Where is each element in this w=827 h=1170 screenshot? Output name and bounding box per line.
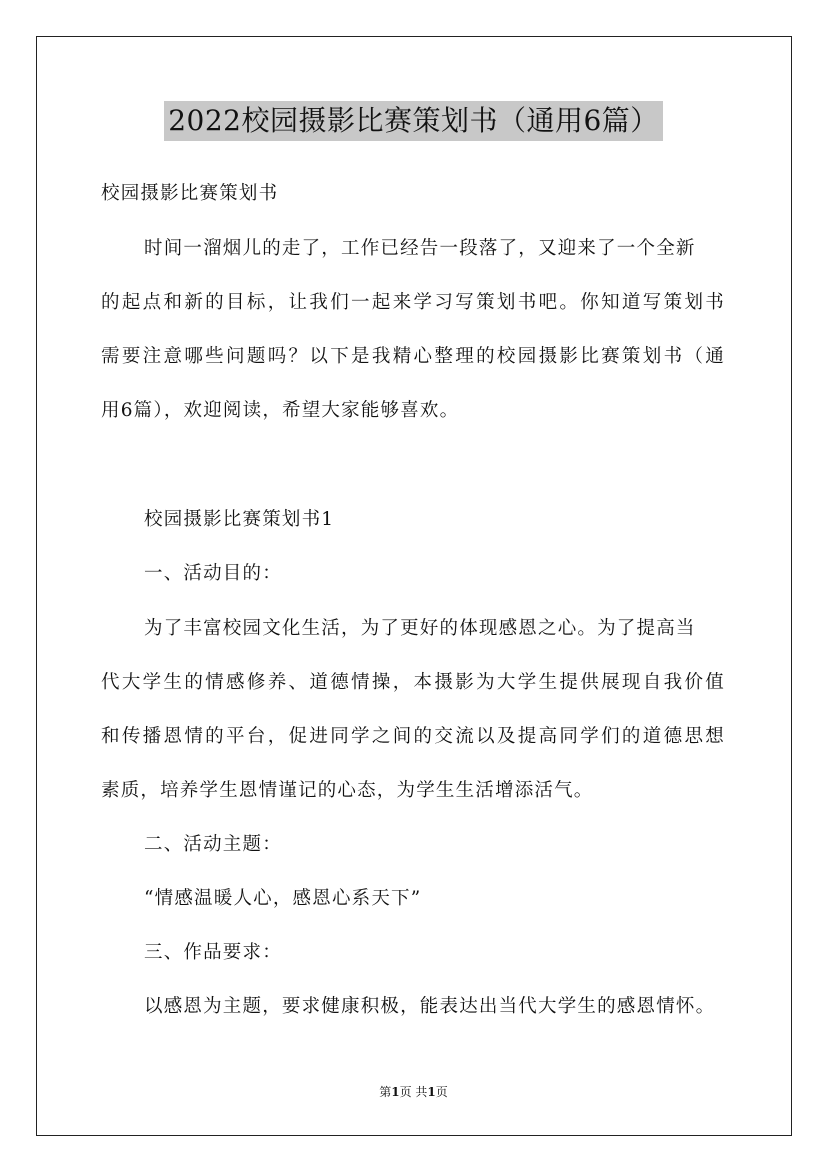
footer-suffix: 页 bbox=[435, 1085, 448, 1099]
document-title: 2022校园摄影比赛策划书（通用6篇） bbox=[164, 101, 663, 141]
footer-total-pages: 1 bbox=[427, 1085, 436, 1099]
heading-requirements: 三、作品要求： bbox=[144, 942, 282, 963]
purpose-line-2: 代大学生的情感修养、道德情操，本摄影为大学生提供展现自我价值 bbox=[101, 672, 725, 693]
requirement-text: 以感恩为主题，要求健康积极，能表达出当代大学生的感恩情怀。 bbox=[144, 996, 716, 1017]
purpose-line-3: 和传播恩情的平台，促进同学之间的交流以及提高同学们的道德思想 bbox=[101, 726, 725, 747]
purpose-line-4: 素质，培养学生恩情谨记的心态，为学生生活增添活气。 bbox=[101, 780, 594, 801]
intro-line-1: 时间一溜烟儿的走了，工作已经告一段落了，又迎来了一个全新 bbox=[144, 238, 696, 259]
heading-theme: 二、活动主题： bbox=[144, 834, 282, 855]
heading-purpose: 一、活动目的： bbox=[144, 563, 282, 584]
intro-line-4: 用6篇），欢迎阅读，希望大家能够喜欢。 bbox=[101, 400, 460, 421]
footer-prefix: 第 bbox=[379, 1085, 392, 1099]
intro-line-3: 需要注意哪些问题吗？以下是我精心整理的校园摄影比赛策划书（通 bbox=[101, 346, 725, 367]
page-footer bbox=[0, 1084, 827, 1100]
section-heading: 校园摄影比赛策划书1 bbox=[144, 509, 335, 530]
intro-line-2: 的起点和新的目标，让我们一起来学习写策划书吧。你知道写策划书 bbox=[101, 292, 725, 313]
footer-page-number: 1 bbox=[391, 1085, 400, 1099]
title-container bbox=[0, 101, 827, 141]
footer-mid: 页 共 bbox=[399, 1085, 428, 1099]
purpose-line-1: 为了丰富校园文化生活，为了更好的体现感恩之心。为了提高当 bbox=[144, 618, 696, 639]
document-subtitle: 校园摄影比赛策划书 bbox=[101, 183, 279, 204]
theme-text: “情感温暖人心，感恩心系天下” bbox=[144, 888, 422, 909]
